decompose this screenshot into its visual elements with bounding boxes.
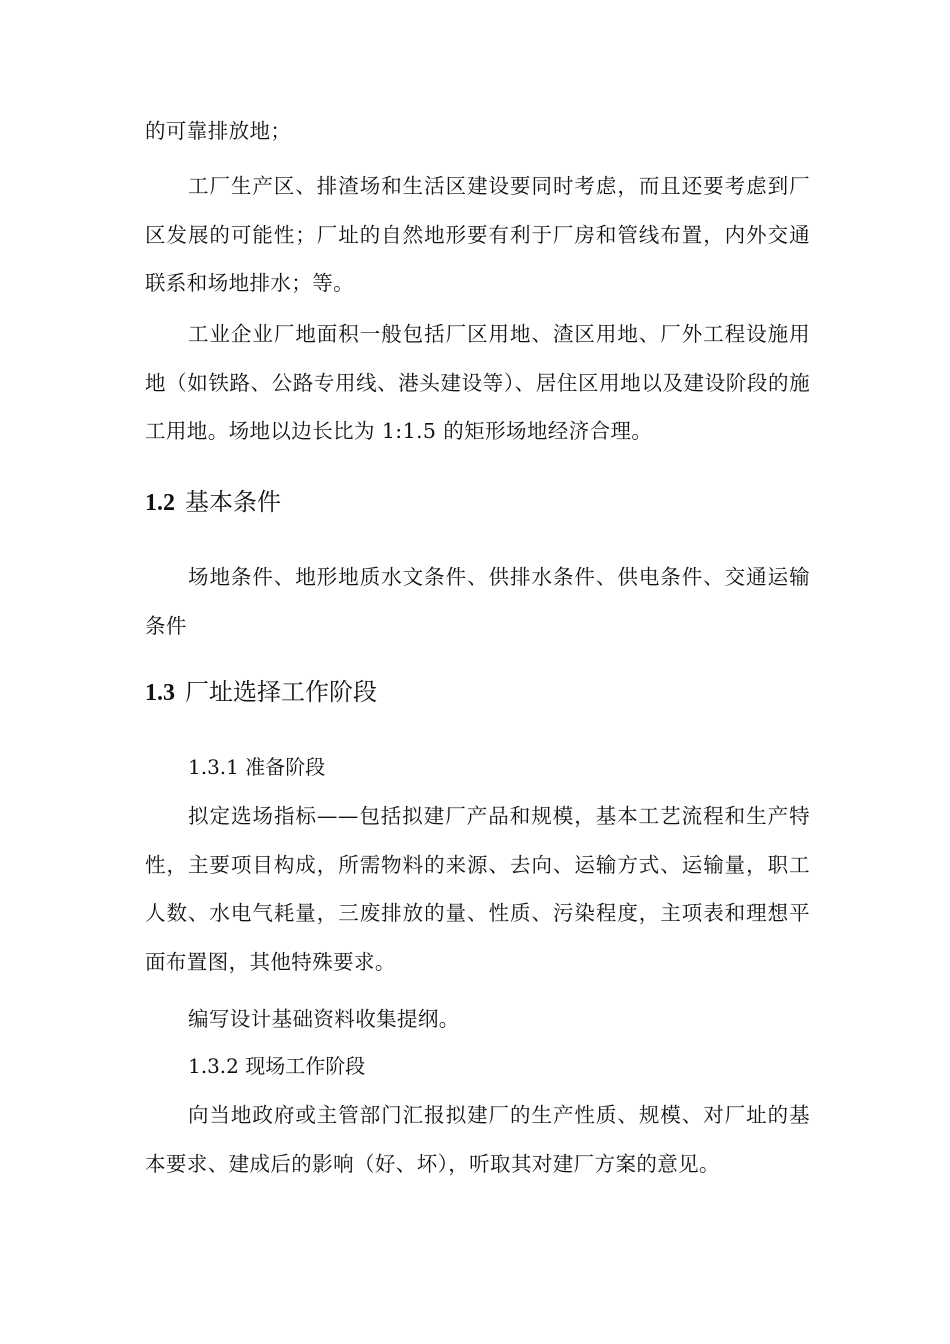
paragraph: 编写设计基础资料收集提纲。 (188, 1007, 460, 1031)
section-number: 1.2 (145, 490, 175, 516)
paragraph: 工厂生产区、排渣场和生活区建设要同时考虑，而且还要考虑到厂区发展的可能性；厂址的自然地形要有利于厂房和管线布置，内外交通联系和场地排水；等。 (145, 174, 810, 295)
section-title: 厂址选择工作阶段 (185, 678, 377, 706)
subsection-heading-1-3-1: 1.3.1 准备阶段 (188, 755, 326, 779)
paragraph: 拟定选场指标——包括拟建厂产品和规模，基本工艺流程和生产特性，主要项目构成，所需物料的来源、去向、运输方式、运输量，职工人数、水电气耗量，三废排放的量、性质、污染程度，主项表和理想平面布置图，其他特殊要求。 (145, 804, 810, 974)
subsection-heading-1-3-2: 1.3.2 现场工作阶段 (188, 1054, 366, 1078)
section-heading-1-2 (145, 482, 281, 523)
paragraph: 的可靠排放地； (145, 119, 292, 143)
paragraph: 场地条件、地形地质水文条件、供排水条件、供电条件、交通运输条件 (145, 565, 810, 638)
section-heading-1-3 (145, 672, 377, 713)
paragraph: 向当地政府或主管部门汇报拟建厂的生产性质、规模、对厂址的基本要求、建成后的影响（好、坏），听取其对建厂方案的意见。 (145, 1103, 810, 1176)
section-title: 基本条件 (185, 488, 281, 516)
paragraph: 工业企业厂地面积一般包括厂区用地、渣区用地、厂外工程设施用地（如铁路、公路专用线、港头建设等）、居住区用地以及建设阶段的施工用地。场地以边长比为 1:1.5 的矩形场地经济合理。 (145, 322, 810, 443)
section-number: 1.3 (145, 680, 175, 706)
